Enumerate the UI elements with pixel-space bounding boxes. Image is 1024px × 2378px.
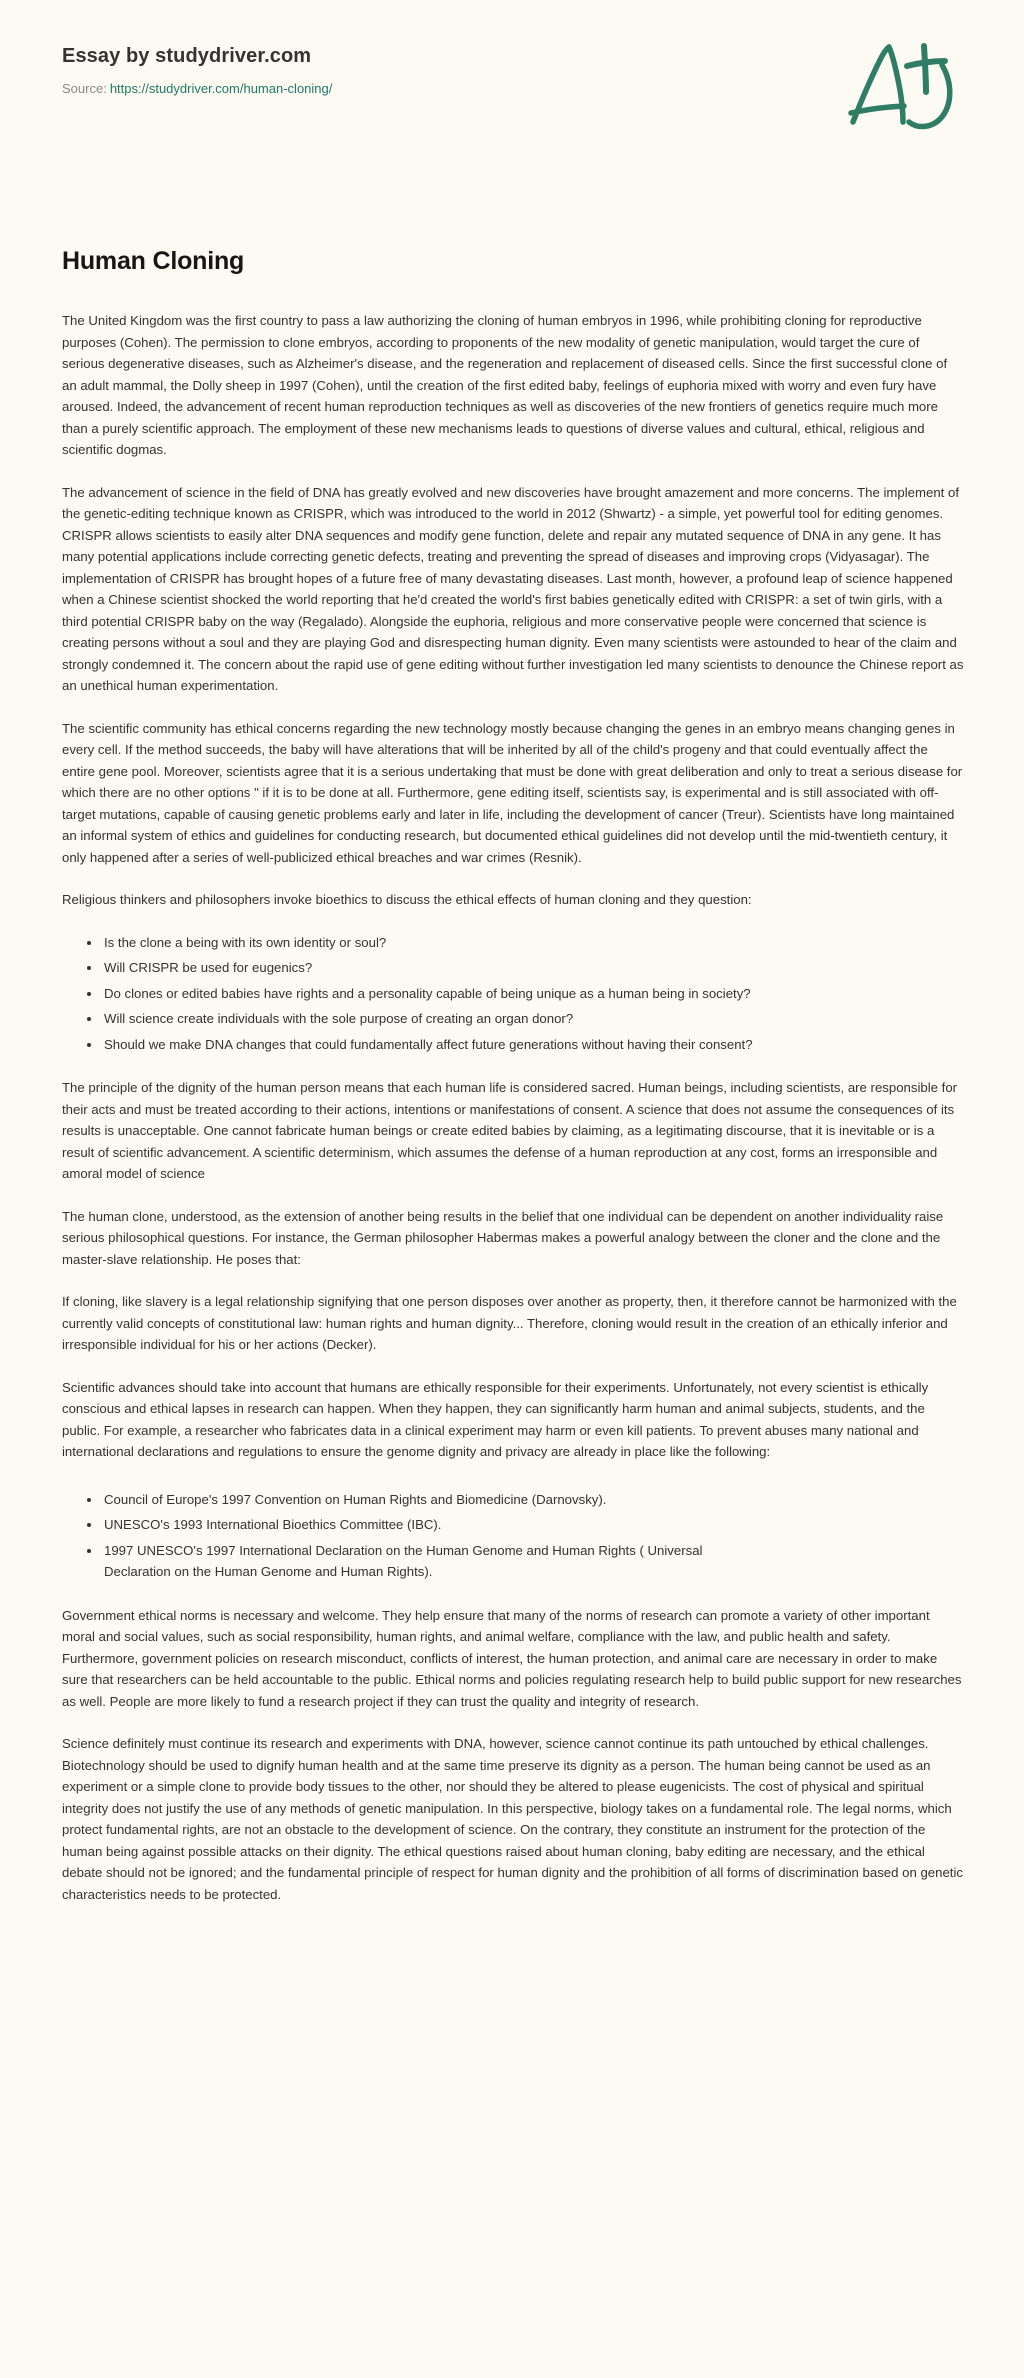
source-url-link[interactable]: https://studydriver.com/human-cloning/	[109, 81, 333, 96]
ethical-questions-list	[62, 932, 964, 1056]
page-header	[0, 0, 1024, 150]
list-item: 1997 UNESCO's 1997 International Declaration on the Human Genome and Human Rights ( Universal Declaration on the Human Genome and Human Rights).	[102, 1540, 724, 1583]
paragraph-10: Science definitely must continue its research and experiments with DNA, however, science cannot continue its path untouched by ethical challenges. Biotechnology should be used to dignify human health and at the same time preserve its dignity as a person. The human being cannot be used as an experiment or a simple clone to provide body tissues to the other, nor should they be altered to please eugenicists. The cost of physical and spiritual integrity does not justify the use of any methods of genetic manipulation. In this perspective, biology takes on a fundamental role. The legal norms, which protect fundamental rights, are not an obstacle to the development of science. On the contrary, they constitute an instrument for the protection of the human being against possible attacks on their dignity. The ethical questions raised about human cloning, baby editing are necessary, and the ethical debate should not be ignored; and the fundamental principle of respect for human dignity and the prohibition of all forms of discrimination based on genetic characteristics needs to be protected.	[62, 1736, 963, 1902]
paragraph-6: The human clone, understood, as the extension of another being results in the belief that one individual can be dependent on another individuality raise serious philosophical questions. For instance, the German philosopher Habermas makes a powerful analogy between the cloner and the clone and the master-slave relationship. He poses that:	[62, 1208, 944, 1267]
list-item: Is the clone a being with its own identity or soul?	[102, 932, 964, 954]
list-item: Will science create individuals with the sole purpose of creating an organ donor?	[102, 1008, 964, 1030]
list-item: Should we make DNA changes that could fundamentally affect future generations without having their consent?	[102, 1034, 964, 1056]
list-item: Council of Europe's 1997 Convention on Human Rights and Biomedicine (Darnovsky).	[102, 1489, 964, 1511]
source-line	[62, 81, 332, 97]
list-item: Do clones or edited babies have rights and a personality capable of being unique as a human being in society?	[102, 983, 964, 1005]
page-title: Human Cloning	[62, 247, 245, 275]
paragraph-5: The principle of the dignity of the human person means that each human life is considered sacred. Human beings, including scientists, are responsible for their acts and must be treated according to their actions, intentions or manifestations of consent. A science that does not assume the consequences of its results is unacceptable. One cannot fabricate human beings or create edited babies by claiming, as a legitimating discourse, that it is inevitable or is a result of scientific advancement. A scientific determinism, which assumes the defense of a human reproduction at any cost, forms an irresponsible and amoral model of science	[62, 1080, 958, 1182]
list-item: UNESCO's 1993 International Bioethics Committee (IBC).	[102, 1514, 964, 1536]
paragraph-4: Religious thinkers and philosophers invoke bioethics to discuss the ethical effects of human cloning and they question:	[62, 892, 752, 908]
paragraph-8: Scientific advances should take into account that humans are ethically responsible for their experiments. Unfortunately, not every scientist is ethically conscious and ethical lapses in research can happen. When they happen, they can significantly harm human and animal subjects, students, and the public. For example, a researcher who fabricates data in a clinical experiment may harm or even kill patients. To prevent abuses many national and international declarations and regulations to ensure the genome dignity and privacy are already in place like the following:	[62, 1379, 929, 1460]
studydriver-a-plus-logo-icon	[842, 30, 972, 130]
brand-title: Essay by studydriver.com	[62, 45, 312, 67]
brand-block	[62, 44, 332, 97]
paragraph-9: Government ethical norms is necessary and welcome. They help ensure that many of the norms of research can promote a variety of other important moral and social values, such as social responsibility, human rights, and animal welfare, compliance with the law, and public health and safety. Furthermore, government policies on research misconduct, conflicts of interest, the human protection, and animal care are necessary in order to make sure that researchers can be held accountable to the public. Ethical norms and policies regulating research help to build public support for new researches as well. People are more likely to fund a research project if they can trust the quality and integrity of research.	[62, 1607, 962, 1709]
source-label: Source:	[62, 81, 107, 96]
essay-article	[0, 246, 1024, 1945]
paragraph-1: The United Kingdom was the first country to pass a law authorizing the cloning of human embryos in 1996, while prohibiting cloning for reproductive purposes (Cohen). The permission to clone embryos, according to proponents of the new modality of genetic manipulation, would target the cure of serious degenerative diseases, such as Alzheimer's disease, and the regeneration and replacement of diseased cells. Since the first successful clone of an adult mammal, the Dolly sheep in 1997 (Cohen), until the creation of the first edited baby, feelings of euphoria mixed with worry and even fury have aroused. Indeed, the advancement of recent human reproduction techniques as well as discoveries of the new frontiers of genetics require much more than a purely scientific approach. The employment of these new mechanisms leads to questions of diverse values and cultural, ethical, religious and scientific dogmas.	[62, 313, 948, 458]
list-item: Will CRISPR be used for eugenics?	[102, 957, 964, 979]
paragraph-3: The scientific community has ethical concerns regarding the new technology mostly because changing the genes in an embryo means changing genes in every cell. If the method succeeds, the baby will have alterations that will be inherited by all of the child's progeny and that could eventually affect the entire gene pool. Moreover, scientists agree that it is a serious undertaking that must be done with great deliberation and only to treat a serious disease for which there are no other options " if it is to be done at all. Furthermore, gene editing itself, scientists say, is experimental and is still associated with off-target mutations, capable of causing genetic problems early and later in life, including the development of cancer (Treur). Scientists have long maintained an informal system of ethics and guidelines for conducting research, but documented ethical guidelines did not develop until the mid-twentieth century, it only happened after a series of well-publicized ethical breaches and war crimes (Resnik).	[62, 720, 963, 865]
declarations-list	[62, 1489, 964, 1583]
paragraph-2: The advancement of science in the field of DNA has greatly evolved and new discoveries have brought amazement and more concerns. The implement of the genetic-editing technique known as CRISPR, which was introduced to the world in 2012 (Shwartz) - a simple, yet powerful tool for editing genomes. CRISPR allows scientists to easily alter DNA sequences and modify gene function, delete and repair any mutated sequence of DNA in any gene. It has many potential applications include correcting genetic defects, treating and preventing the spread of diseases and improving crops (Vidyasagar). The implementation of CRISPR has brought hopes of a future free of many devastating diseases. Last month, however, a profound leap of science happened when a Chinese scientist shocked the world reporting that he'd created the world's first babies genetically edited with CRISPR: a set of twin girls, with a third potential CRISPR baby on the way (Regalado). Alongside the euphoria, religious and more conservative people were concerned that science is creating persons without a soul and they are playing God and disrespecting human dignity. Even many scientists were astounded to hear of the claim and strongly condemned it. The concern about the rapid use of gene editing without further investigation led many scientists to denounce the Chinese report as an unethical human experimentation.	[62, 484, 964, 694]
paragraph-7-quote: If cloning, like slavery is a legal relationship signifying that one person disposes over another as property, then, it therefore cannot be harmonized with the currently valid concepts of constitutional law: human rights and human dignity... Therefore, cloning would result in the creation of an ethically inferior and irresponsible individual for his or her actions (Decker).	[62, 1294, 957, 1353]
essay-body	[62, 310, 964, 1905]
